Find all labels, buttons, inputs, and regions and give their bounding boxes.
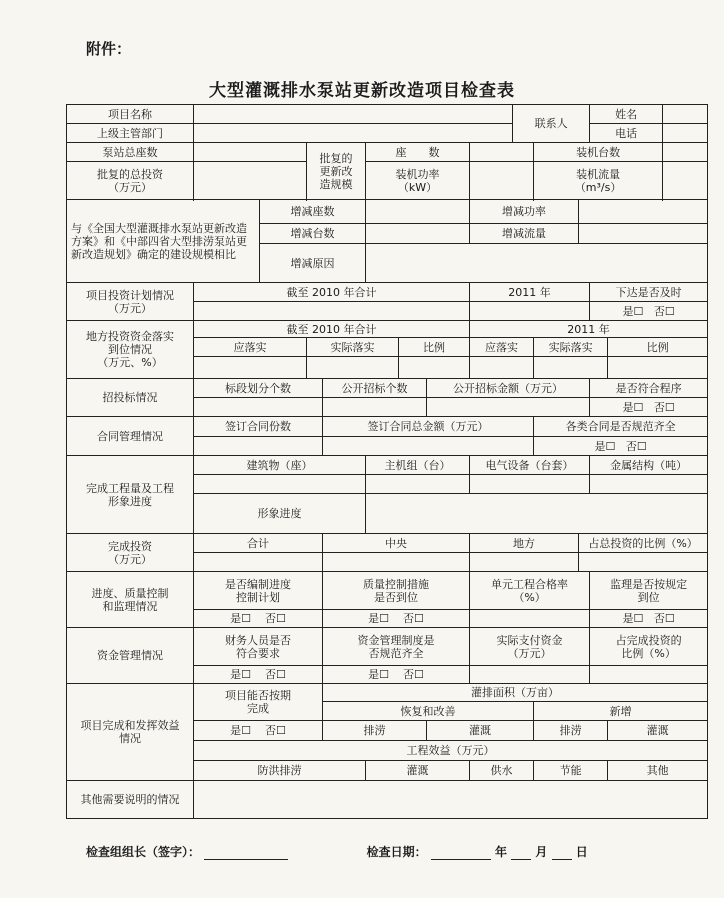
actual-paid-line2: （万元） <box>507 646 552 660</box>
ratio-2011-field[interactable] <box>608 357 708 379</box>
inc-power-field[interactable] <box>579 200 708 224</box>
inc-seats-label: 增减座数 <box>260 200 366 224</box>
eng-benefit-label: 工程效益（万元） <box>194 741 708 761</box>
metal-field[interactable] <box>590 475 708 494</box>
approved-invest-line2: （万元） <box>108 180 152 194</box>
qc-check[interactable] <box>323 610 470 628</box>
visual-progress-label: 形象进度 <box>194 494 366 534</box>
contracts-complete-check[interactable] <box>534 437 708 456</box>
paid-share-line2: 比例（%） <box>621 646 676 660</box>
quality-line2: 和监理情况 <box>102 599 158 613</box>
water-supply-label: 供水 <box>470 761 534 781</box>
year-2011-field[interactable] <box>470 302 590 321</box>
new-irrigation-label: 灌溉 <box>608 721 708 741</box>
prog-plan-line2: 控制计划 <box>236 590 280 604</box>
procedure-ok-check[interactable] <box>590 398 708 417</box>
invest-done-label <box>67 534 194 572</box>
yes-checkbox[interactable]: 是☐ <box>594 439 616 453</box>
inc-flow-field[interactable] <box>579 224 708 244</box>
unit-count-field[interactable] <box>663 143 708 162</box>
invest-done-line2: （万元） <box>108 552 152 566</box>
supervision-line1: 监理是否按规定 <box>610 577 688 591</box>
yes-checkbox[interactable]: 是☐ <box>622 612 644 625</box>
date-label: 检查日期： <box>366 845 427 859</box>
station-count-field[interactable] <box>194 143 307 162</box>
energy-saving-label: 节能 <box>534 761 608 781</box>
yes-checkbox[interactable]: 是☐ <box>230 724 251 737</box>
year-line[interactable] <box>431 847 491 860</box>
visual-progress-field[interactable] <box>366 494 708 534</box>
install-flow-line2: （m³/s） <box>574 180 622 194</box>
install-power-line2: （kW） <box>397 180 438 194</box>
no-checkbox[interactable]: 否☐ <box>265 724 286 737</box>
local-funds-line2: 到位情况 <box>108 343 152 356</box>
local-funds-line1: 地方投资资金落实 <box>86 330 174 343</box>
install-flow-line1: 装机流量 <box>576 167 621 181</box>
finance-staff-line2: 符合要求 <box>236 646 280 660</box>
yes-checkbox[interactable]: 是☐ <box>368 612 389 625</box>
contract-amount-field[interactable] <box>323 437 534 456</box>
inc-power-label: 增减功率 <box>470 200 579 224</box>
pass-rate-label <box>470 572 590 610</box>
benefit-line1: 项目完成和发挥效益 <box>80 719 180 732</box>
contact-label: 联系人 <box>513 105 590 143</box>
benefit-irrigation-label: 灌溉 <box>366 761 470 781</box>
metal-label: 金属结构（吨） <box>590 456 708 475</box>
should-fulfill-2010-field[interactable] <box>194 357 307 379</box>
contracts-signed-label: 签订合同份数 <box>194 417 323 437</box>
supervision-label <box>590 572 708 610</box>
public-bid-amount-field[interactable] <box>427 398 590 417</box>
paid-share-field[interactable] <box>590 666 708 684</box>
phone-label: 电话 <box>590 124 663 143</box>
qc-line2: 是否到位 <box>374 590 418 604</box>
superior-dept-label: 上级主管部门 <box>67 124 194 143</box>
ratio-2010-label: 比例 <box>399 338 470 357</box>
finance-staff-check[interactable] <box>194 666 323 684</box>
bid-sections-field[interactable] <box>194 398 323 417</box>
no-checkbox[interactable]: 否☐ <box>265 612 286 625</box>
other-notes-field[interactable] <box>194 781 708 819</box>
main-units-field[interactable] <box>366 475 470 494</box>
irrig-area-label: 灌排面积（万亩） <box>323 684 708 702</box>
pass-rate-field[interactable] <box>470 610 590 628</box>
contract-mgmt-label: 合同管理情况 <box>67 417 194 456</box>
yes-checkbox[interactable]: 是☐ <box>368 668 389 681</box>
approved-scale-line3: 造规模 <box>319 177 353 191</box>
inc-units-label: 增减台数 <box>260 224 366 244</box>
inspection-form <box>66 104 708 819</box>
name-label: 姓名 <box>590 105 663 124</box>
approved-invest-label <box>67 162 194 200</box>
install-power-field[interactable] <box>470 162 534 200</box>
qc-line1: 质量控制措施 <box>363 577 429 591</box>
no-checkbox[interactable]: 否☐ <box>403 668 424 681</box>
yes-checkbox[interactable]: 是☐ <box>622 400 644 414</box>
supervision-check[interactable] <box>590 610 708 628</box>
work-done-label <box>67 456 194 534</box>
should-fulfill-2011-label: 应落实 <box>470 338 534 357</box>
prog-plan-check[interactable] <box>194 610 323 628</box>
central-label: 中央 <box>323 534 470 553</box>
buildings-label: 建筑物（座） <box>194 456 366 475</box>
month-line[interactable] <box>511 847 531 860</box>
station-count-label: 泵站总座数 <box>67 143 194 162</box>
inspection-table <box>66 104 708 819</box>
procedure-ok-label: 是否符合程序 <box>590 379 708 398</box>
electrical-field[interactable] <box>470 475 590 494</box>
quality-label <box>67 572 194 628</box>
benefit-line2: 情况 <box>119 732 141 745</box>
yes-checkbox[interactable]: 是☐ <box>230 612 251 625</box>
month-label: 月 <box>535 845 548 859</box>
finance-staff-line1: 财务人员是否 <box>225 633 291 647</box>
yes-checkbox[interactable]: 是☐ <box>622 304 644 318</box>
install-power-label <box>366 162 470 200</box>
no-checkbox[interactable]: 否☐ <box>653 400 675 414</box>
leader-signature-line[interactable] <box>204 847 288 860</box>
fund-rules-line1: 资金管理制度是 <box>357 633 435 647</box>
work-done-line2: 形象进度 <box>108 494 152 508</box>
invest-done-line1: 完成投资 <box>108 539 152 553</box>
local-label: 地方 <box>470 534 579 553</box>
total-field[interactable] <box>194 553 323 572</box>
no-checkbox[interactable]: 否☐ <box>653 304 675 318</box>
superior-dept-field[interactable] <box>194 124 513 143</box>
ratio-2011-label: 比例 <box>608 338 708 357</box>
pass-rate-line2: （%） <box>513 590 546 604</box>
day-line[interactable] <box>552 847 572 860</box>
contracts-signed-field[interactable] <box>194 437 323 456</box>
on-time-line2: 完成 <box>247 702 269 715</box>
no-checkbox[interactable]: 否☐ <box>265 668 286 681</box>
install-flow-field[interactable] <box>663 162 708 200</box>
no-checkbox[interactable]: 否☐ <box>625 439 647 453</box>
paid-share-label <box>590 628 708 666</box>
new-drainage-label: 排涝 <box>534 721 608 741</box>
fund-mgmt-label: 资金管理情况 <box>67 628 194 684</box>
finance-staff-label <box>194 628 323 666</box>
install-power-line1: 装机功率 <box>395 167 440 181</box>
leader-label: 检查组组长（签字）： <box>86 845 201 859</box>
local-field[interactable] <box>470 553 579 572</box>
ratio-2010-field[interactable] <box>399 357 470 379</box>
bidding-label: 招投标情况 <box>67 379 194 417</box>
paid-share-line1: 占完成投资的 <box>615 633 682 647</box>
phone-field[interactable] <box>663 124 708 143</box>
by-2010-label: 截至 2010 年合计 <box>194 283 470 302</box>
share-total-label: 占总投资的比例（%） <box>579 534 708 553</box>
actual-fulfill-2011-field[interactable] <box>534 357 608 379</box>
central-field[interactable] <box>323 553 470 572</box>
flood-label: 防洪排涝 <box>194 761 366 781</box>
inc-seats-field[interactable] <box>366 200 470 224</box>
total-label: 合计 <box>194 534 323 553</box>
name-field[interactable] <box>663 105 708 124</box>
approved-scale-line2: 更新改 <box>319 164 353 178</box>
invest-plan-line1: 项目投资计划情况 <box>86 288 174 302</box>
restored-label: 恢复和改善 <box>323 702 534 721</box>
signature-footer <box>86 843 626 860</box>
fund-rules-line2: 否规范齐全 <box>368 646 424 660</box>
approved-invest-line1: 批复的总投资 <box>97 167 163 181</box>
on-time-label <box>194 684 323 721</box>
actual-paid-field[interactable] <box>470 666 590 684</box>
year-label: 年 <box>494 845 507 859</box>
issued-on-time-label: 下达是否及时 <box>590 283 708 302</box>
install-flow-label <box>534 162 663 200</box>
public-bids-field[interactable] <box>323 398 427 417</box>
invest-plan-line2: （万元） <box>108 301 152 315</box>
bid-sections-label: 标段划分个数 <box>194 379 323 398</box>
attachment-label: 附件： <box>86 40 132 58</box>
prog-plan-line1: 是否编制进度 <box>225 577 291 591</box>
restored-irrigation-label: 灌溉 <box>427 721 534 741</box>
local-2011-label: 2011 年 <box>470 321 708 338</box>
buildings-field[interactable] <box>194 475 366 494</box>
day-label: 日 <box>575 845 588 859</box>
by-2010-field[interactable] <box>194 302 470 321</box>
other-label: 其他 <box>608 761 708 781</box>
work-done-line1: 完成工程量及工程 <box>86 481 174 495</box>
qc-label <box>323 572 470 610</box>
fund-rules-label <box>323 628 470 666</box>
prog-plan-label <box>194 572 323 610</box>
local-funds-label <box>67 321 194 379</box>
compare-label: 与《全国大型灌溉排水泵站更新改造方案》和《中部四省大型排涝泵站更新改造规划》确定的建设规模相比 <box>67 200 260 283</box>
issued-on-time-check[interactable] <box>590 302 708 321</box>
should-fulfill-2010-label: 应落实 <box>194 338 307 357</box>
inc-reason-field[interactable] <box>366 244 708 283</box>
contracts-complete-label: 各类合同是否规范齐全 <box>534 417 708 437</box>
project-name-field[interactable] <box>194 105 513 124</box>
pass-rate-line1: 单元工程合格率 <box>491 577 569 591</box>
benefit-label <box>67 684 194 781</box>
actual-fulfill-2010-field[interactable] <box>307 357 399 379</box>
on-time-line1: 项目能否按期 <box>225 689 291 702</box>
public-bid-amount-label: 公开招标金额（万元） <box>427 379 590 398</box>
public-bids-label: 公开招标个数 <box>323 379 427 398</box>
electrical-label: 电气设备（台套） <box>470 456 590 475</box>
no-checkbox[interactable]: 否☐ <box>653 612 675 625</box>
no-checkbox[interactable]: 否☐ <box>403 612 424 625</box>
approved-scale-line1: 批复的 <box>319 151 353 165</box>
seats-label: 座 数 <box>366 143 470 162</box>
actual-fulfill-2010-label: 实际落实 <box>307 338 399 357</box>
invest-plan-label <box>67 283 194 321</box>
inc-units-field[interactable] <box>366 224 470 244</box>
form-title: 大型灌溉排水泵站更新改造项目检查表 <box>209 81 515 101</box>
local-by-2010-label: 截至 2010 年合计 <box>194 321 470 338</box>
actual-paid-line1: 实际支付资金 <box>496 633 563 647</box>
year-2011-label: 2011 年 <box>470 283 590 302</box>
approved-scale-label <box>307 143 366 200</box>
on-time-check[interactable] <box>194 721 323 741</box>
new-added-label: 新增 <box>534 702 708 721</box>
actual-fulfill-2011-label: 实际落实 <box>534 338 608 357</box>
share-total-field[interactable] <box>579 553 708 572</box>
approved-invest-field[interactable] <box>194 162 307 200</box>
supervision-line2: 到位 <box>637 590 660 604</box>
inc-flow-label: 增减流量 <box>470 224 579 244</box>
inc-reason-label: 增减原因 <box>260 244 366 283</box>
local-funds-line3: （万元、%） <box>97 356 163 369</box>
main-units-label: 主机组（台） <box>366 456 470 475</box>
unit-count-label: 装机台数 <box>534 143 663 162</box>
other-notes-label: 其他需要说明的情况 <box>67 781 194 819</box>
project-name-label: 项目名称 <box>67 105 194 124</box>
quality-line1: 进度、质量控制 <box>91 586 169 600</box>
restored-drainage-label: 排涝 <box>323 721 427 741</box>
should-fulfill-2011-field[interactable] <box>470 357 534 379</box>
yes-checkbox[interactable]: 是☐ <box>230 668 251 681</box>
seats-field[interactable] <box>470 143 534 162</box>
fund-rules-check[interactable] <box>323 666 470 684</box>
actual-paid-label <box>470 628 590 666</box>
contract-amount-label: 签订合同总金额（万元） <box>323 417 534 437</box>
